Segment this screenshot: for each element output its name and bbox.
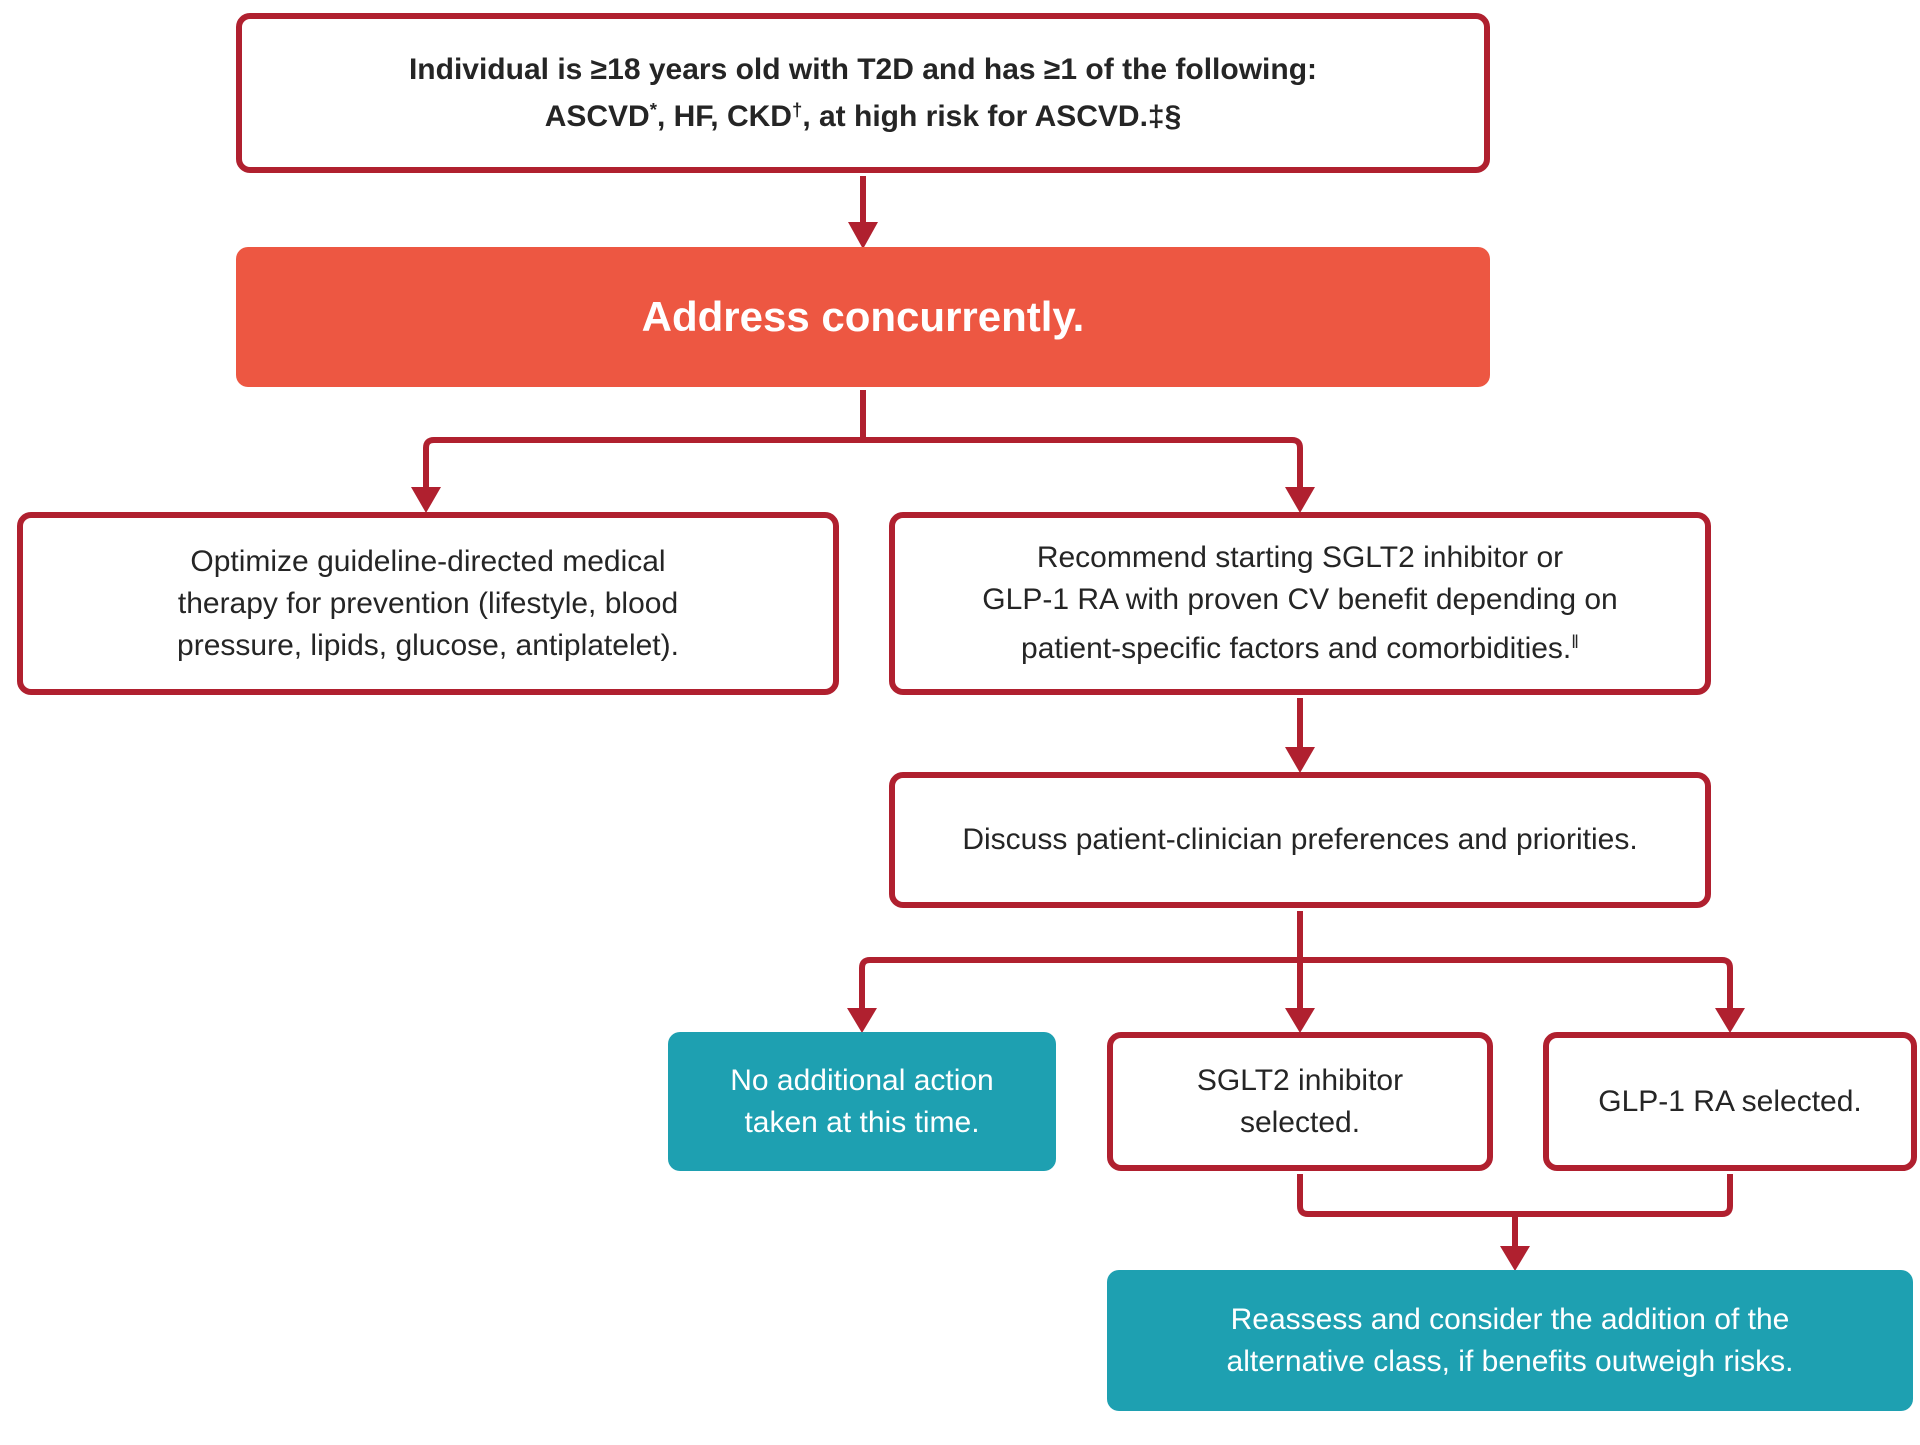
footnote-asterisk: * xyxy=(649,98,657,120)
discuss-label: Discuss patient-clinician preferences and priorities. xyxy=(962,823,1638,856)
optimize-line-2: therapy for prevention (lifestyle, blood xyxy=(177,586,679,620)
arrowhead-to-reassess xyxy=(1500,1246,1530,1271)
reassess-box xyxy=(1107,1270,1913,1411)
edge-discuss-split xyxy=(862,911,1730,1010)
criteria-line-2 xyxy=(545,90,1182,137)
footnote-dagger: † xyxy=(791,98,803,120)
arrowhead-to-discuss xyxy=(1285,747,1315,773)
arrowhead-to-glp1 xyxy=(1715,1008,1745,1033)
discuss-preferences-box xyxy=(889,772,1711,908)
glp1-selected-box xyxy=(1543,1032,1917,1171)
recommend-line-1: Recommend starting SGLT2 inhibitor or xyxy=(1036,541,1564,574)
address-concurrently-box xyxy=(236,247,1490,387)
sglt2-line-1: SGLT2 inhibitor xyxy=(1196,1063,1404,1097)
reassess-line-2: alternative class, if benefits outweigh risks. xyxy=(1226,1344,1794,1378)
recommend-line-2: GLP-1 RA with proven CV benefit depending on xyxy=(982,583,1618,616)
edge-merge-to-reassess xyxy=(1300,1174,1730,1248)
optimize-therapy-box xyxy=(17,512,839,695)
arrowhead-to-optimize xyxy=(411,487,441,513)
footnote-double-bar: ‖ xyxy=(1571,631,1579,652)
arrowhead-to-recommend xyxy=(1285,487,1315,513)
optimize-line-1: Optimize guideline-directed medical xyxy=(190,544,666,578)
no-action-line-2: taken at this time. xyxy=(744,1105,980,1139)
criteria-line2-end: , at high risk for ASCVD.‡§ xyxy=(802,99,1182,133)
criteria-box xyxy=(236,13,1490,173)
no-action-box xyxy=(668,1032,1056,1171)
arrowhead-to-no-action xyxy=(847,1008,877,1033)
no-action-line-1: No additional action xyxy=(730,1063,994,1097)
recommend-sglt2-glp1-box xyxy=(889,512,1711,695)
recommend-line3-text: patient-specific factors and comorbidities. xyxy=(1021,632,1572,665)
sglt2-selected-box xyxy=(1107,1032,1493,1171)
optimize-line-3: pressure, lipids, glucose, antiplatelet). xyxy=(177,628,679,662)
arrowhead-to-address xyxy=(848,222,878,249)
criteria-line2-mid: , HF, CKD xyxy=(656,99,792,133)
criteria-line2-text: ASCVD xyxy=(544,99,650,133)
sglt2-line-2: selected. xyxy=(1239,1105,1361,1139)
address-label: Address concurrently. xyxy=(641,293,1085,340)
criteria-line-1: Individual is ≥18 years old with T2D and has ≥1 of the following: xyxy=(408,52,1318,86)
arrowhead-to-sglt2 xyxy=(1285,1008,1315,1033)
edge-address-split xyxy=(426,390,1300,489)
glp1-label: GLP-1 RA selected. xyxy=(1598,1084,1862,1118)
reassess-line-1: Reassess and consider the addition of the xyxy=(1230,1302,1790,1336)
recommend-line-3 xyxy=(1021,621,1579,670)
